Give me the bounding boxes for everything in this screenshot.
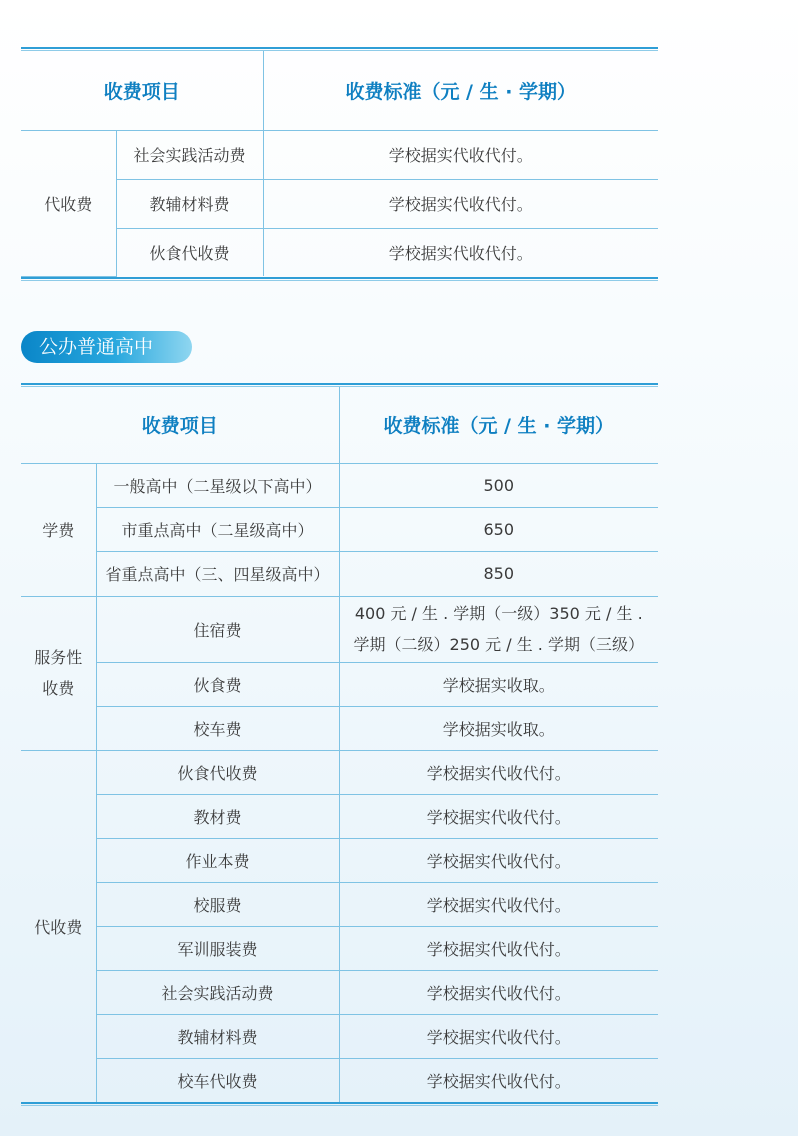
table-row (21, 130, 658, 179)
item-name: 伙食代收费 (96, 750, 339, 794)
item-value: 学校据实代收代付。 (339, 750, 658, 794)
header-item: 收费项目 (21, 51, 263, 130)
fee-table-1 (21, 47, 658, 281)
table-row (21, 838, 658, 882)
table-bottom-rule (21, 1102, 658, 1106)
item-value: 学校据实代收代付。 (339, 970, 658, 1014)
item-name: 社会实践活动费 (116, 130, 263, 179)
item-name: 校车费 (96, 706, 339, 750)
item-value: 学校据实代收代付。 (339, 794, 658, 838)
item-name: 市重点高中（二星级高中） (96, 507, 339, 551)
item-name: 作业本费 (96, 838, 339, 882)
item-value: 学校据实代收代付。 (339, 926, 658, 970)
table-row (21, 1058, 658, 1102)
item-name: 伙食代收费 (116, 228, 263, 276)
item-name: 军训服装费 (96, 926, 339, 970)
table-row (21, 596, 658, 662)
item-name: 教材费 (96, 794, 339, 838)
header-standard: 收费标准（元 / 生 · 学期） (339, 387, 658, 463)
table-row (21, 1014, 658, 1058)
header-standard: 收费标准（元 / 生 · 学期） (263, 51, 658, 130)
item-name: 教辅材料费 (96, 1014, 339, 1058)
item-name: 伙食费 (96, 662, 339, 706)
item-value: 650 (339, 507, 658, 551)
item-name: 一般高中（二星级以下高中） (96, 463, 339, 507)
category-cell: 代收费 (21, 750, 96, 1102)
item-name: 住宿费 (96, 596, 339, 662)
fee-table-2 (21, 383, 658, 1106)
item-name: 社会实践活动费 (96, 970, 339, 1014)
table-row (21, 794, 658, 838)
table-row (21, 507, 658, 551)
table-row (21, 463, 658, 507)
header-item: 收费项目 (21, 387, 339, 463)
item-value: 400 元 / 生 . 学期（一级）350 元 / 生 . 学期（二级）250 元 / 生 . 学期（三级） (339, 596, 658, 662)
item-value: 学校据实代收代付。 (426, 1071, 571, 1091)
table-row (21, 706, 658, 750)
table-row (21, 179, 658, 228)
item-value: 500 (339, 463, 658, 507)
table-bottom-rule (21, 277, 658, 281)
category-cell: 代收费 (21, 130, 116, 276)
item-value: 学校据实代收代付。 (339, 882, 658, 926)
item-name: 校车代收费 (96, 1058, 339, 1102)
item-name: 省重点高中（三、四星级高中） (96, 551, 339, 596)
table-row (21, 662, 658, 706)
item-value: 学校据实代收代付。 (263, 130, 658, 179)
item-value: 学校据实代收代付。 (388, 243, 533, 263)
item-value: 学校据实代收代付。 (339, 1014, 658, 1058)
item-value: 学校据实代收代付。 (263, 179, 658, 228)
table-row (21, 551, 658, 596)
fee-table-1-grid (21, 51, 658, 277)
category-cell: 学费 (21, 463, 96, 596)
fee-table-2-grid (21, 387, 658, 1102)
table-row (21, 750, 658, 794)
item-value: 学校据实收取。 (339, 706, 658, 750)
table-row (21, 970, 658, 1014)
table-row (21, 228, 658, 276)
section-badge: 公办普通高中 (21, 331, 192, 363)
item-value: 学校据实收取。 (339, 662, 658, 706)
item-value: 850 (339, 551, 658, 596)
table-row (21, 926, 658, 970)
table-row (21, 882, 658, 926)
item-name: 教辅材料费 (116, 179, 263, 228)
category-cell: 服务性收费 (21, 596, 96, 750)
item-value: 学校据实代收代付。 (339, 838, 658, 882)
item-name: 校服费 (96, 882, 339, 926)
